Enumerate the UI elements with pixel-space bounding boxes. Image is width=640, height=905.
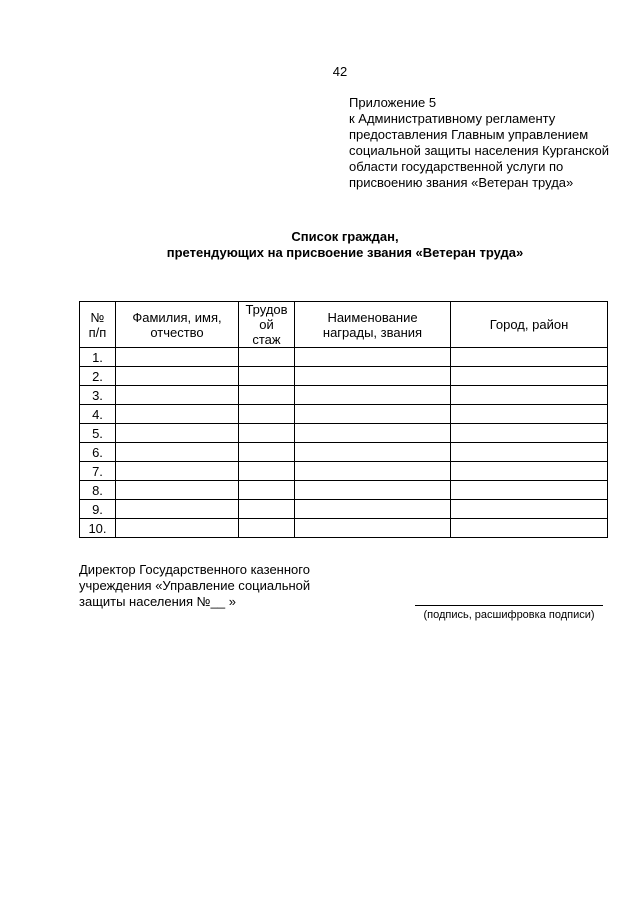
- experience-cell: [239, 481, 295, 500]
- name-cell: [116, 367, 239, 386]
- name-cell: [116, 424, 239, 443]
- table-row: [80, 405, 608, 424]
- header-city-district: Город, район: [451, 302, 608, 348]
- appendix-line: к Административному регламенту: [349, 111, 556, 126]
- header-number: № п/п: [80, 302, 116, 348]
- experience-cell: [239, 462, 295, 481]
- table-header-row: [80, 302, 608, 348]
- experience-cell: [239, 386, 295, 405]
- citizens-table: [79, 301, 608, 538]
- city-cell: [451, 481, 608, 500]
- header-work-experience: Трудов ой стаж: [239, 302, 295, 348]
- appendix-line: области государственной услуги по: [349, 159, 564, 174]
- city-cell: [451, 424, 608, 443]
- appendix-note: [349, 95, 629, 191]
- director-line: Директор Государственного казенного: [79, 562, 310, 577]
- header-full-name: Фамилия, имя, отчество: [116, 302, 239, 348]
- document-title: [120, 229, 570, 261]
- city-cell: [451, 386, 608, 405]
- name-cell: [116, 443, 239, 462]
- award-cell: [295, 443, 451, 462]
- header-award: Наименование награды, звания: [295, 302, 451, 348]
- experience-cell: [239, 443, 295, 462]
- table-row: [80, 386, 608, 405]
- award-cell: [295, 348, 451, 367]
- city-cell: [451, 500, 608, 519]
- appendix-line: присвоению звания «Ветеран труда»: [349, 175, 574, 190]
- award-cell: [295, 519, 451, 538]
- name-cell: [116, 405, 239, 424]
- award-cell: [295, 481, 451, 500]
- name-cell: [116, 462, 239, 481]
- title-line-2: претендующих на присвоение звания «Ветеран труда»: [166, 245, 524, 260]
- name-cell: [116, 348, 239, 367]
- city-cell: [451, 462, 608, 481]
- director-line: учреждения «Управление социальной: [79, 578, 311, 593]
- experience-cell: [239, 405, 295, 424]
- award-cell: [295, 500, 451, 519]
- signature-caption: (подпись, расшифровка подписи): [423, 609, 595, 621]
- appendix-line: Приложение 5: [349, 95, 437, 110]
- experience-cell: [239, 348, 295, 367]
- award-cell: [295, 424, 451, 443]
- name-cell: [116, 519, 239, 538]
- experience-cell: [239, 367, 295, 386]
- city-cell: [451, 367, 608, 386]
- row-number-cell: 5.: [80, 424, 116, 443]
- row-number-cell: 4.: [80, 405, 116, 424]
- page-number: 42: [332, 64, 348, 79]
- table-row: [80, 481, 608, 500]
- row-number-cell: 9.: [80, 500, 116, 519]
- experience-cell: [239, 500, 295, 519]
- city-cell: [451, 405, 608, 424]
- award-cell: [295, 405, 451, 424]
- row-number-cell: 3.: [80, 386, 116, 405]
- award-cell: [295, 367, 451, 386]
- city-cell: [451, 443, 608, 462]
- director-signature-block: [79, 562, 379, 610]
- table-row: [80, 424, 608, 443]
- row-number-cell: 8.: [80, 481, 116, 500]
- table-row: [80, 348, 608, 367]
- name-cell: [116, 481, 239, 500]
- appendix-line: предоставления Главным управлением: [349, 127, 589, 142]
- row-number-cell: 6.: [80, 443, 116, 462]
- experience-cell: [239, 424, 295, 443]
- table-row: [80, 462, 608, 481]
- name-cell: [116, 386, 239, 405]
- table-row: [80, 519, 608, 538]
- city-cell: [451, 519, 608, 538]
- city-cell: [451, 348, 608, 367]
- row-number-cell: 2.: [80, 367, 116, 386]
- appendix-line: социальной защиты населения Курганской: [349, 143, 609, 158]
- row-number-cell: 1.: [80, 348, 116, 367]
- name-cell: [116, 500, 239, 519]
- table-row: [80, 443, 608, 462]
- table-row: [80, 500, 608, 519]
- director-line: защиты населения №__ »: [79, 594, 236, 609]
- table-row: [80, 367, 608, 386]
- award-cell: [295, 462, 451, 481]
- row-number-cell: 10.: [80, 519, 116, 538]
- title-line-1: Список граждан,: [291, 229, 399, 244]
- signature-line: [415, 605, 603, 606]
- experience-cell: [239, 519, 295, 538]
- award-cell: [295, 386, 451, 405]
- row-number-cell: 7.: [80, 462, 116, 481]
